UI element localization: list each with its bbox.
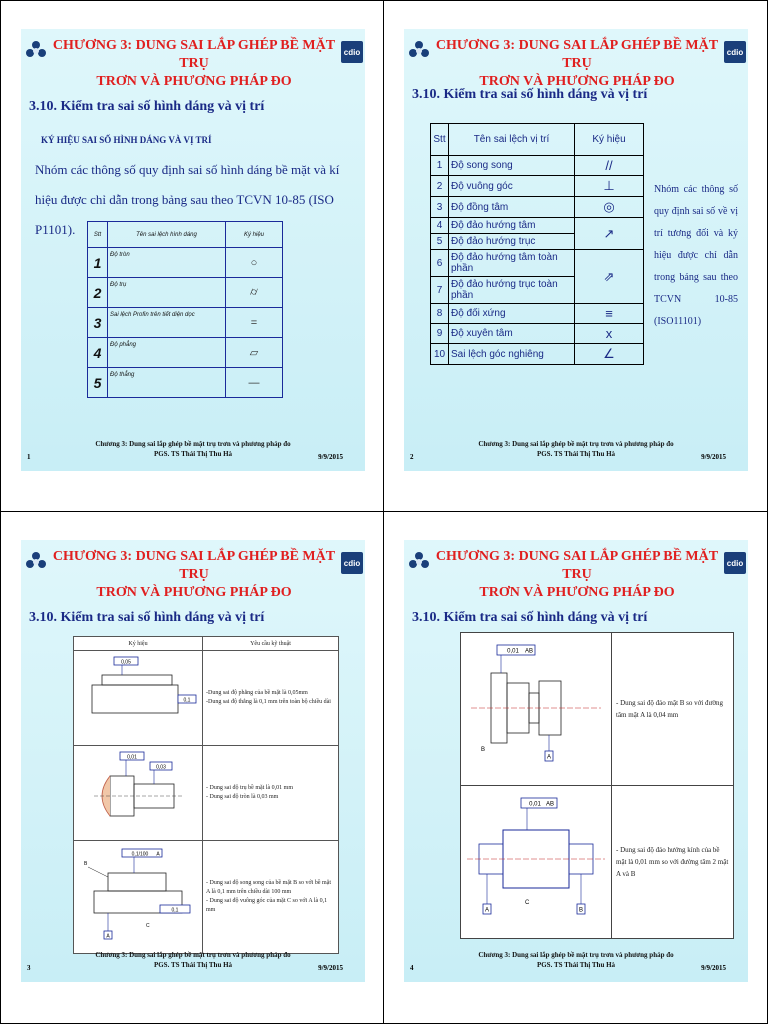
footer-course: Chương 3: Dung sai lắp ghép bề mặt trụ trơn và phương pháp đo — [478, 951, 674, 959]
cdio-logo: cdio — [341, 41, 363, 63]
cell-stt: 2 — [88, 278, 108, 308]
slide-2 — [384, 0, 768, 512]
label-runout-value: 0,01 — [507, 648, 519, 655]
slide-3-content — [21, 540, 365, 982]
footer — [474, 439, 678, 459]
subheading: KÝ HIỆU SAI SỐ HÌNH DÁNG VÀ VỊ TRÍ — [41, 135, 212, 145]
table-row — [88, 308, 283, 338]
footer-course: Chương 3: Dung sai lắp ghép bề mặt trụ trơn và phương pháp đo — [95, 951, 291, 959]
slide-1-content — [21, 29, 365, 471]
radial-runout-drawing-icon — [461, 786, 611, 936]
slide-number: 1 — [27, 453, 31, 461]
label-b: B — [578, 907, 584, 914]
label-parallel-value: 0,1/100 — [131, 851, 149, 858]
cell-stt: 6 — [431, 250, 449, 277]
header-stt: Stt — [88, 222, 108, 248]
cell-name: Độ thẳng — [108, 368, 226, 398]
slide-title — [434, 37, 720, 91]
table-row — [74, 746, 339, 841]
parallelism-drawing-icon — [74, 841, 202, 951]
slide-title — [434, 548, 720, 602]
cell-stt: 4 — [431, 218, 449, 234]
header-name: Tên sai lệch vị trí — [449, 124, 575, 156]
slide-4-content — [404, 540, 748, 982]
footer — [474, 950, 678, 970]
perpendicularity-icon: ⊥ — [575, 176, 644, 197]
table-row — [431, 324, 644, 344]
university-logo-icon — [408, 548, 430, 574]
requirement-cell: - Dung sai độ đảo hướng kính của bề mặt là 0,01 mm so với đường tâm 2 mặt A và B — [612, 786, 734, 939]
slide-title — [51, 548, 337, 602]
table-row — [88, 338, 283, 368]
header-name: Tên sai lệch hình dáng — [108, 222, 226, 248]
label-datum-ab: AB — [545, 801, 555, 808]
title-line-1: CHƯƠNG 3: DUNG SAI LẮP GHÉP BỀ MẶT TRỤ — [52, 38, 336, 71]
cell-name: Độ đồng tâm — [449, 197, 575, 218]
section-heading: 3.10. Kiểm tra sai số hình dáng và vị trí — [412, 610, 648, 625]
position-icon: x — [575, 324, 644, 344]
slide-1 — [0, 0, 384, 512]
footer-course: Chương 3: Dung sai lắp ghép bề mặt trụ trơn và phương pháp đo — [95, 440, 291, 448]
header-symbol: Ký hiệu — [74, 637, 203, 651]
cell-name: Độ trụ — [108, 278, 226, 308]
label-datum-a: A — [156, 851, 160, 858]
label-c: C — [525, 900, 530, 906]
cell-name: Độ đảo hướng trục — [449, 234, 575, 250]
university-logo-icon — [25, 548, 47, 574]
table-row — [74, 841, 339, 954]
label-b: B — [84, 861, 88, 867]
cdio-logo: cdio — [724, 552, 746, 574]
label-perpendicular-value: 0,1 — [171, 907, 179, 914]
label-datum-a-bottom: A — [106, 933, 110, 940]
table-row — [431, 156, 644, 176]
label-a: A — [484, 907, 490, 914]
table-row — [431, 250, 644, 277]
table-row — [461, 633, 734, 786]
table-header — [74, 637, 339, 651]
label-roundness-value: 0,03 — [156, 764, 166, 771]
requirement-cell: -Dung sai độ phẳng của bề mặt là 0,05mm -Dung sai độ thẳng là 0,1 mm trên toàn bộ chiều dài — [203, 651, 339, 746]
cell-name: Độ đối xứng — [449, 304, 575, 324]
section-heading: 3.10. Kiểm tra sai số hình dáng và vị trí — [412, 87, 648, 102]
university-logo-icon — [25, 37, 47, 63]
label-datum-ab: AB — [524, 648, 534, 655]
cell-stt: 4 — [88, 338, 108, 368]
drawing-cell — [461, 633, 612, 786]
cell-name: Độ tròn — [108, 248, 226, 278]
table-row — [431, 218, 644, 234]
table-row — [88, 278, 283, 308]
cell-name: Sai lệch Profin trên tiết diện dọc — [108, 308, 226, 338]
cell-name: Độ phẳng — [108, 338, 226, 368]
footer — [91, 950, 295, 970]
footer-author: PGS. TS Thái Thị Thu Hà — [536, 961, 616, 969]
title-line-1: CHƯƠNG 3: DUNG SAI LẮP GHÉP BỀ MẶT TRỤ — [435, 38, 719, 71]
footer-date: 9/9/2015 — [318, 453, 343, 461]
table-row — [88, 248, 283, 278]
cell-stt: 1 — [88, 248, 108, 278]
cell-name: Độ đảo hướng trục toàn phần — [449, 277, 575, 304]
paragraph: Nhóm các thông số quy định sai số hình dáng bề mặt và kí hiệu được chỉ dẫn trong bảng sau theo TCVN 10-85 (ISO P1101). — [35, 162, 340, 237]
roundness-icon: ○ — [226, 248, 283, 278]
table-header — [88, 222, 283, 248]
requirement-cell: - Dung sai độ đảo mặt B so với đường tâm mặt A là 0,04 mm — [612, 633, 734, 786]
requirement-cell: - Dung sai độ song song của bề mặt B so với bề mặt A là 0,1 mm trên chiều dài 100 mm - Dung sai độ vuông góc của mặt C so với A là 0,1 mm — [203, 841, 339, 954]
drawing-cell — [74, 651, 203, 746]
cell-stt: 3 — [88, 308, 108, 338]
label-radial-value: 0,01 — [529, 801, 541, 808]
slide-number: 3 — [27, 964, 31, 972]
cell-stt: 1 — [431, 156, 449, 176]
footer-course: Chương 3: Dung sai lắp ghép bề mặt trụ trơn và phương pháp đo — [478, 440, 674, 448]
tolerance-examples-table — [73, 636, 339, 954]
cell-name: Sai lệch góc nghiêng — [449, 344, 575, 365]
footer-author: PGS. TS Thái Thị Thu Hà — [153, 961, 233, 969]
cell-stt: 2 — [431, 176, 449, 197]
label-straightness-value: 0,1 — [183, 697, 191, 704]
cell-stt: 3 — [431, 197, 449, 218]
symmetry-icon: ≡ — [575, 304, 644, 324]
cell-stt: 10 — [431, 344, 449, 365]
cell-name: Độ xuyên tâm — [449, 324, 575, 344]
header-symbol: Ký hiệu — [226, 222, 283, 248]
slide-title — [51, 37, 337, 91]
runout-icon: ↗ — [575, 218, 644, 250]
cylindricity-drawing-icon — [74, 746, 202, 838]
title-line-1: CHƯƠNG 3: DUNG SAI LẮP GHÉP BỀ MẶT TRỤ — [52, 549, 336, 582]
table-row — [88, 368, 283, 398]
label-flatness-value: 0,05 — [121, 659, 131, 666]
slide-3 — [0, 512, 384, 1024]
slide-number: 2 — [410, 453, 414, 461]
cell-name: Độ đảo hướng tâm — [449, 218, 575, 234]
cdio-logo: cdio — [724, 41, 746, 63]
cdio-logo: cdio — [341, 552, 363, 574]
label-a: A — [546, 754, 552, 761]
profile-icon: = — [226, 308, 283, 338]
footer-author: PGS. TS Thái Thị Thu Hà — [153, 450, 233, 458]
flatness-icon: ▱ — [226, 338, 283, 368]
university-logo-icon — [408, 37, 430, 63]
drawing-cell — [74, 841, 203, 954]
section-heading: 3.10. Kiểm tra sai số hình dáng và vị trí — [29, 610, 265, 625]
section-heading: 3.10. Kiểm tra sai số hình dáng và vị trí — [29, 99, 265, 114]
side-note: Nhóm các thông số quy định sai số về vị trí tương đối và ký hiệu được chỉ dẫn trong bảng sau theo TCVN 10-85 (ISO11101) — [654, 184, 738, 327]
table-row — [74, 651, 339, 746]
table-row — [431, 304, 644, 324]
cylindricity-icon: ⌭ — [226, 278, 283, 308]
cell-stt: 5 — [88, 368, 108, 398]
straightness-icon: — — [226, 368, 283, 398]
concentricity-icon: ◎ — [575, 197, 644, 218]
footer-author: PGS. TS Thái Thị Thu Hà — [536, 450, 616, 458]
table-row — [461, 786, 734, 939]
cell-stt: 9 — [431, 324, 449, 344]
slide-2-content — [404, 29, 748, 471]
table-row — [431, 176, 644, 197]
axial-runout-drawing-icon — [461, 633, 611, 783]
form-tolerance-table — [87, 221, 283, 398]
parallelism-icon: // — [575, 156, 644, 176]
title-line-2: TRƠN VÀ PHƯƠNG PHÁP ĐO — [96, 74, 292, 89]
cell-stt: 7 — [431, 277, 449, 304]
footer-date: 9/9/2015 — [318, 964, 343, 972]
table-header — [431, 124, 644, 156]
title-line-1: CHƯƠNG 3: DUNG SAI LẮP GHÉP BỀ MẶT TRỤ — [435, 549, 719, 582]
flatness-drawing-icon — [74, 651, 202, 743]
runout-examples-table — [460, 632, 734, 939]
label-c: C — [146, 923, 150, 929]
cell-stt: 5 — [431, 234, 449, 250]
table-row — [431, 197, 644, 218]
title-line-2: TRƠN VÀ PHƯƠNG PHÁP ĐO — [479, 585, 675, 600]
cell-name: Độ đảo hướng tâm toàn phần — [449, 250, 575, 277]
footer-date: 9/9/2015 — [701, 453, 726, 461]
total-runout-icon: ⇗ — [575, 250, 644, 304]
header-requirement: Yêu cầu kỹ thuật — [203, 637, 339, 651]
cell-name: Độ vuông góc — [449, 176, 575, 197]
footer — [91, 439, 295, 459]
label-b: B — [481, 747, 486, 753]
header-stt: Stt — [431, 124, 449, 156]
drawing-cell — [74, 746, 203, 841]
title-line-2: TRƠN VÀ PHƯƠNG PHÁP ĐO — [96, 585, 292, 600]
requirement-cell: - Dung sai độ trụ bề mặt là 0,01 mm - Dung sai độ tròn là 0,03 mm — [203, 746, 339, 841]
header-symbol: Ký hiệu — [575, 124, 644, 156]
label-cylindricity-value: 0,01 — [127, 754, 137, 761]
cell-name: Độ song song — [449, 156, 575, 176]
drawing-cell — [461, 786, 612, 939]
angularity-icon: ∠ — [575, 344, 644, 365]
table-row — [431, 344, 644, 365]
title-line-2: TRƠN VÀ PHƯƠNG PHÁP ĐO — [479, 74, 675, 89]
footer-date: 9/9/2015 — [701, 964, 726, 972]
slide-4 — [384, 512, 768, 1024]
slide-number: 4 — [410, 964, 414, 972]
cell-stt: 8 — [431, 304, 449, 324]
position-tolerance-table — [430, 123, 644, 365]
